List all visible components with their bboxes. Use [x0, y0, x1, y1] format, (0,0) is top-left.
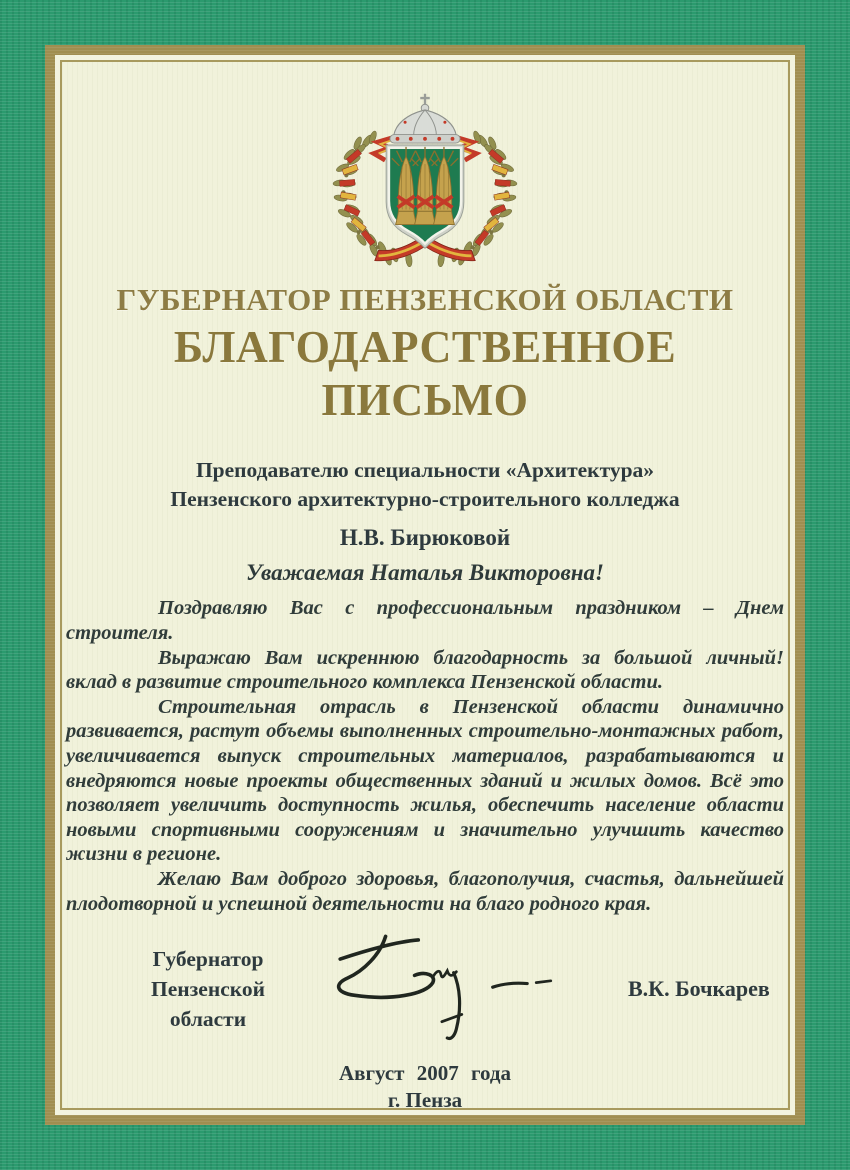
place-line: г. Пенза [387, 1088, 463, 1110]
letter-body [66, 596, 784, 916]
body-paragraph: Строительная отрасль в Пензенской области динамично развивается, растут объемы выполненных строительно-монтажных работ, увеличивается выпуск строительных материалов, разрабатываются и внедряются новые проекты общественных зданий и жилых домов. Всё это позволяет увеличить доступность жилья, обеспечить население области новыми спортивными сооружениям и значительно улучшить качество жизни в регионе. [66, 695, 784, 866]
signature-block [66, 930, 784, 1048]
recipient-line-2: Пензенского архитектурно-строительного колледжа [170, 487, 680, 512]
body-paragraph: Выражаю Вам искреннюю благодарность за большой личный! вклад в развитие строительного комплекса Пензенской области. [66, 646, 784, 694]
salutation: Уважаемая Наталья Викторовна! [246, 560, 604, 586]
frame-gold-band [45, 45, 805, 1125]
penza-coat-of-arms-emblem [325, 90, 525, 272]
recipient-name: Н.В. Бирюковой [339, 525, 511, 551]
body-paragraph: Поздравляю Вас с профессиональным праздником – Днем строителя. [66, 597, 784, 645]
crown-icon [390, 94, 460, 143]
signer-name: В.К. Бочкарев [628, 976, 770, 1002]
date-block [66, 1060, 784, 1110]
signer-position-line-1: Губернатор [152, 947, 264, 972]
authority-heading: ГУБЕРНАТОР ПЕНЗЕНСКОЙ ОБЛАСТИ [116, 282, 734, 317]
date-line: Август 2007 года [338, 1061, 512, 1086]
signature-autograph-icon [308, 930, 612, 1048]
frame-cream-band [55, 55, 795, 1115]
document-title: БЛАГОДАРСТВЕННОЕ ПИСЬМО [173, 321, 677, 425]
signer-position-line-2: Пензенской области [150, 977, 265, 1032]
recipient-line-1: Преподавателю специальности «Архитектура» [195, 458, 655, 482]
body-paragraph: Желаю Вам доброго здоровья, благополучия, счастья, дальнейшей плодотворной и успешной деятельности на благо родного края. [66, 868, 784, 915]
letter-paper [60, 60, 790, 1110]
